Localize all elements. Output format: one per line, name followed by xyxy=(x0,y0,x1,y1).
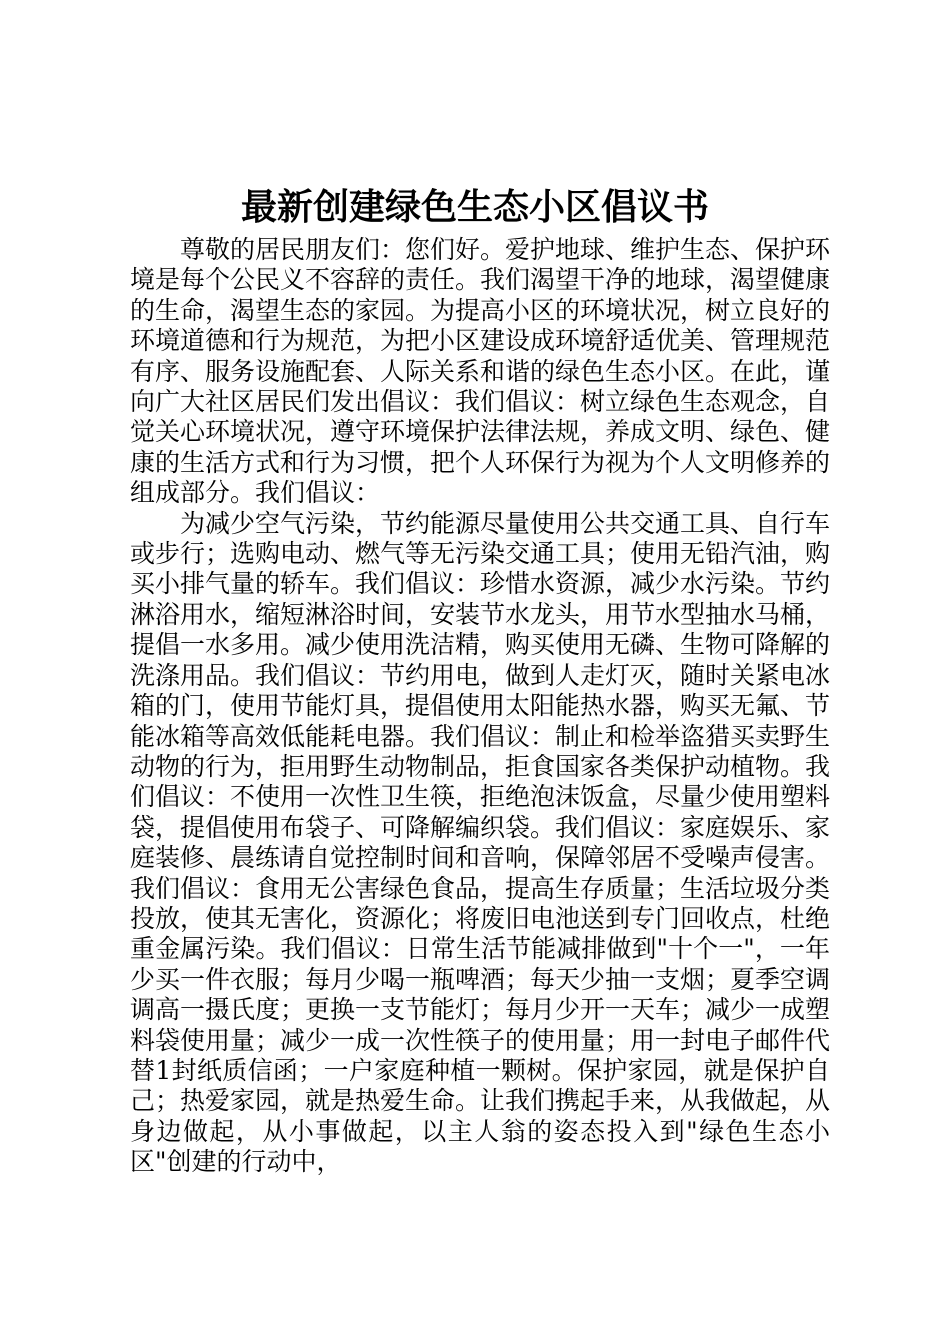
document-title: 最新创建绿色生态小区倡议书 xyxy=(240,187,709,228)
paragraph-1: 尊敬的居民朋友们：您们好。爱护地球、维护生态、保护环境是每个公民义不容辞的责任。我们渴望干净的地球，渴望健康的生命，渴望生态的家园。为提高小区的环境状况，树立良好的环境道德和行为规范，为把小区建设成环境舒适优美、管理规范有序、服务设施配套、人际关系和谐的绿色生态小区。在此，谨向广大社区居民们发出倡议：我们倡议：树立绿色生态观念，自觉关心环境状况，遵守环境保护法律法规，养成文明、绿色、健康的生活方式和行为习惯，把个人环保行为视为个人文明修养的组成部分。我们倡议： xyxy=(130,235,831,508)
document-body xyxy=(130,235,830,1178)
paragraph-2: 为减少空气污染，节约能源尽量使用公共交通工具、自行车或步行；选购电动、燃气等无污染交通工具；使用无铅汽油，购买小排气量的轿车。我们倡议：珍惜水资源，减少水污染。节约淋浴用水，缩短淋浴时间，安装节水龙头，用节水型抽水马桶，提倡一水多用。减少使用洗洁精，购买使用无磷、生物可降解的洗涤用品。我们倡议：节约用电，做到人走灯灭，随时关紧电冰箱的门，使用节能灯具，提倡使用太阳能热水器，购买无氟、节能冰箱等高效低能耗电器。我们倡议：制止和检举盗猎买卖野生动物的行为，拒用野生动物制品，拒食国家各类保护动植物。我们倡议：不使用一次性卫生筷，拒绝泡沫饭盒，尽量少使用塑料袋，提倡使用布袋子、可降解编织袋。我们倡议：家庭娱乐、家庭装修、晨练请自觉控制时间和音响，保障邻居不受噪声侵害。我们倡议：食用无公害绿色食品，提高生存质量；生活垃圾分类投放，使其无害化，资源化；将废旧电池送到专门回收点，杜绝重金属污染。我们倡议：日常生活节能减排做到"十个一"，一年少买一件衣服；每月少喝一瓶啤酒；每天少抽一支烟；夏季空调调高一摄氏度；更换一支节能灯；每月少开一天车；减少一成塑料袋使用量；减少一成一次性筷子的使用量；用一封电子邮件代替1封纸质信函；一户家庭种植一颗树。保护家园，就是保护自己；热爱家园，就是热爱生命。让我们携起手来，从我做起，从身边做起，从小事做起，以主人翁的姿态投入到"绿色生态小区"创建的行动中， xyxy=(130,508,831,1177)
